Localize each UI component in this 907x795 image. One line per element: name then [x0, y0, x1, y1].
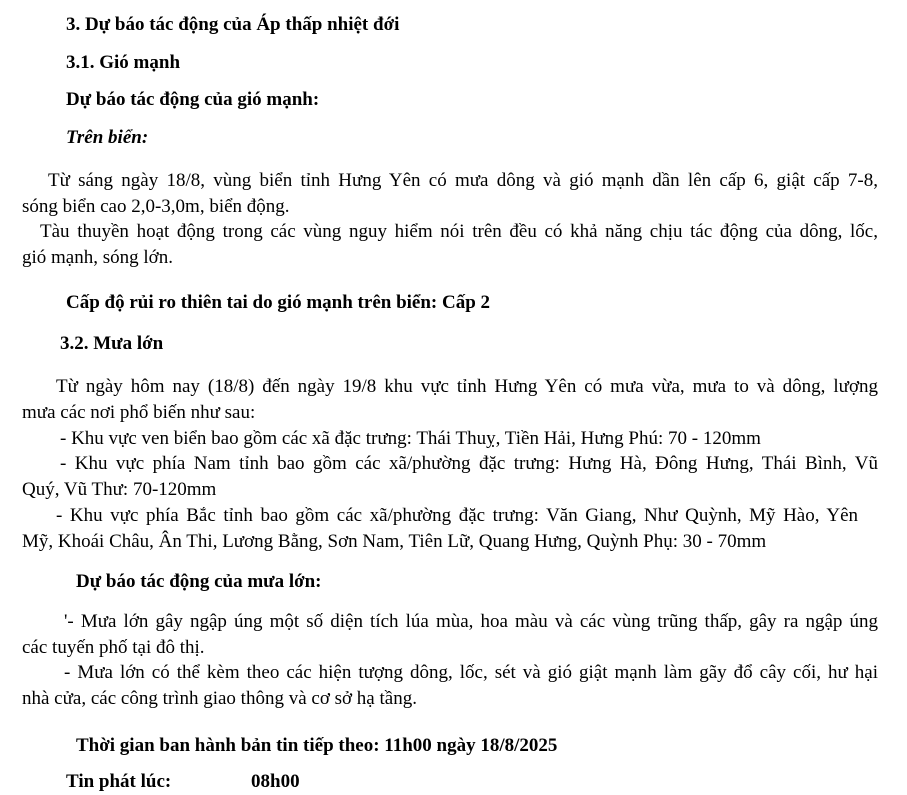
rain-impact-2-line-1: - Mưa lớn có thể kèm theo các hiện tượng dông, lốc, sét và gió giật mạnh làm gãy đổ cây cối, hư hại	[64, 662, 878, 683]
rain-area-coast: - Khu vực ven biển bao gồm các xã đặc trưng: Thái Thuỵ, Tiền Hải, Hưng Phú: 70 - 120mm	[60, 428, 761, 449]
section-heading: 3. Dự báo tác động của Áp thấp nhiệt đới	[66, 14, 400, 35]
wind-paragraph-1-line-2: sóng biển cao 2,0-3,0m, biển động.	[22, 196, 290, 217]
issued-time: 08h00	[251, 771, 300, 792]
next-bulletin-time: Thời gian ban hành bản tin tiếp theo: 11h00 ngày 18/8/2025	[76, 735, 558, 756]
wind-impact-heading: Dự báo tác động của gió mạnh:	[66, 89, 320, 110]
issued-label: Tin phát lúc:	[66, 771, 172, 792]
rain-impact-heading: Dự báo tác động của mưa lớn:	[76, 571, 322, 592]
rain-area-south-line-1: - Khu vực phía Nam tỉnh bao gồm các xã/phường đặc trưng: Hưng Hà, Đông Hưng, Thái Bình, Vũ	[60, 453, 878, 474]
rain-area-north-line-2: Mỹ, Khoái Châu, Ân Thi, Lương Bằng, Sơn Nam, Tiên Lữ, Quang Hưng, Quỳnh Phụ: 30 - 70mm	[22, 531, 767, 552]
rain-impact-1-line-1: '- Mưa lớn gây ngập úng một số diện tích lúa mùa, hoa màu và các vùng trũng thấp, gây ra ngập úng	[64, 611, 878, 632]
rain-area-north-line-1: - Khu vực phía Bắc tỉnh bao gồm các xã/phường đặc trưng: Văn Giang, Như Quỳnh, Mỹ Hào, Yên	[56, 505, 858, 526]
sea-heading: Trên biển:	[66, 127, 149, 148]
rain-heading: 3.2. Mưa lớn	[60, 333, 164, 354]
wind-heading: 3.1. Gió mạnh	[66, 52, 181, 73]
rain-area-south-line-2: Quý, Vũ Thư: 70-120mm	[22, 479, 217, 500]
wind-risk-level: Cấp độ rủi ro thiên tai do gió mạnh trên biển: Cấp 2	[66, 292, 491, 313]
wind-paragraph-2-line-2: gió mạnh, sóng lớn.	[22, 247, 173, 268]
rain-intro-line-2: mưa các nơi phổ biến như sau:	[22, 402, 256, 423]
wind-paragraph-2-line-1: Tàu thuyền hoạt động trong các vùng nguy hiểm nói trên đều có khả năng chịu tác động của dông, lốc,	[40, 221, 878, 242]
wind-paragraph-1-line-1: Từ sáng ngày 18/8, vùng biển tỉnh Hưng Yên có mưa dông và gió mạnh dần lên cấp 6, giật cấp 7-8,	[48, 170, 878, 191]
issued-row	[66, 769, 300, 795]
rain-impact-2-line-2: nhà cửa, các công trình giao thông và cơ sở hạ tầng.	[22, 688, 417, 709]
rain-impact-1-line-2: các tuyến phố tại đô thị.	[22, 637, 205, 658]
rain-intro-line-1: Từ ngày hôm nay (18/8) đến ngày 19/8 khu vực tỉnh Hưng Yên có mưa vừa, mưa to và dông, lượng	[56, 376, 878, 397]
